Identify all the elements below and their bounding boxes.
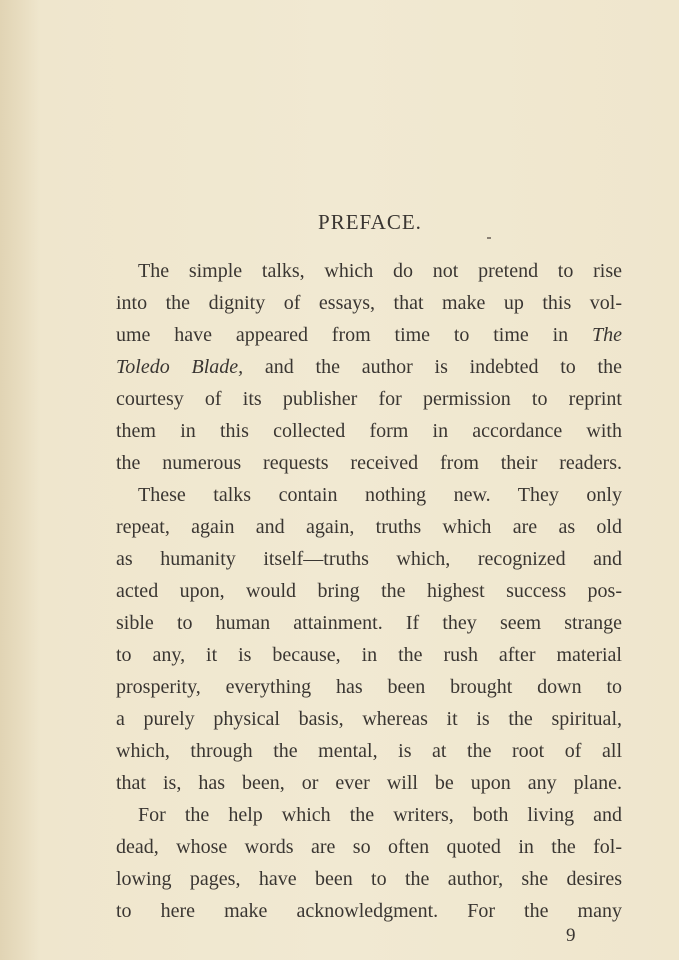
text-line: lowing pages, have been to the author, she desires <box>116 868 622 890</box>
text-line: For the help which the writers, both living and <box>138 804 622 826</box>
text-line: a purely physical basis, whereas it is the spiritual, <box>116 708 622 730</box>
page-title: PREFACE. <box>318 210 422 234</box>
text-segment: ume have appeared from time to time in <box>116 324 569 346</box>
text-line: sible to human attainment. If they seem strange <box>116 612 622 634</box>
print-speck <box>487 237 491 239</box>
text-line: that is, has been, or ever will be upon any plane. <box>116 772 622 794</box>
text-line: These talks contain nothing new. They only <box>138 484 622 506</box>
text-line <box>116 320 622 352</box>
text-line: dead, whose words are so often quoted in the fol- <box>116 836 622 858</box>
text-line: repeat, again and again, truths which are as old <box>116 516 622 538</box>
text-line: to any, it is because, in the rush after material <box>116 644 622 666</box>
preface-body <box>116 256 622 928</box>
text-line: which, through the mental, is at the root of all <box>116 740 622 762</box>
italic-title-segment: Toledo Blade, <box>116 356 244 378</box>
italic-title-segment: The <box>592 324 622 346</box>
text-line: into the dignity of essays, that make up this vol- <box>116 292 622 314</box>
page-number: 9 <box>566 925 576 946</box>
text-line: them in this collected form in accordance with <box>116 420 622 442</box>
page-gutter-shadow <box>0 0 40 960</box>
text-line: to here make acknowledgment. For the many <box>116 900 622 922</box>
text-line: as humanity itself—truths which, recognized and <box>116 548 622 570</box>
text-line: acted upon, would bring the highest success pos- <box>116 580 622 602</box>
text-line: the numerous requests received from their readers. <box>116 452 622 474</box>
text-line: prosperity, everything has been brought down to <box>116 676 622 698</box>
text-segment: and the author is indebted to the <box>243 356 622 378</box>
text-line: The simple talks, which do not pretend to rise <box>138 260 622 282</box>
text-line: courtesy of its publisher for permission to reprint <box>116 388 622 410</box>
text-line <box>116 352 622 384</box>
